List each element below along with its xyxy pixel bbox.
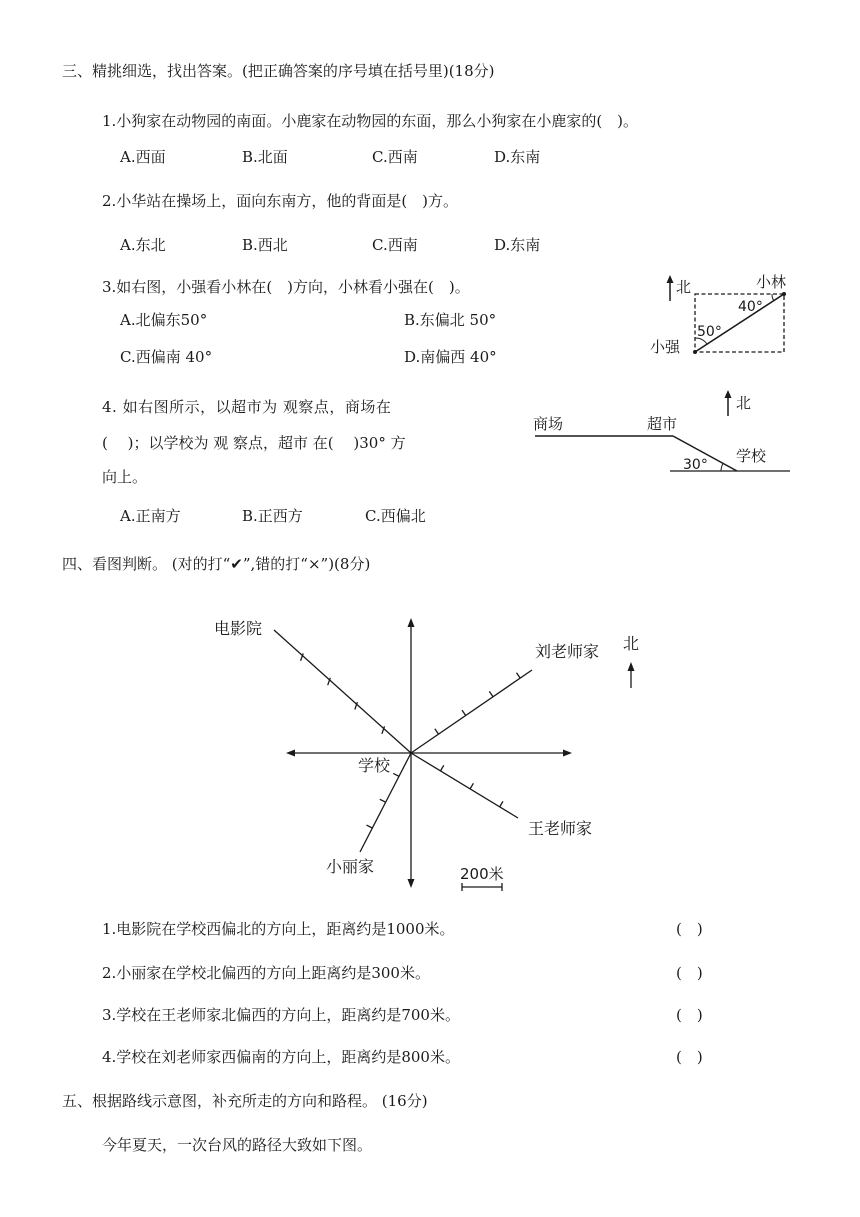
label-cinema: 电影院	[214, 619, 263, 638]
q4-option-c: C.西偏北	[365, 507, 426, 525]
q4-arc-30	[721, 464, 723, 472]
q1-option-c: C.西南	[372, 148, 418, 166]
q4-line1: 4. 如右图所示，以超市为 观察点，商场在	[102, 398, 392, 416]
ray-cinema	[274, 630, 411, 753]
section4-figure	[200, 600, 660, 900]
tick-liu-1	[435, 729, 439, 734]
axis-west-arrow	[286, 750, 295, 757]
q4-angle-30: 30°	[683, 457, 708, 473]
judge-paren-3[interactable]: ( )	[676, 1006, 703, 1024]
q3-option-a: A.北偏东50°	[120, 311, 208, 329]
axis-north-arrow	[408, 618, 415, 627]
tick-liu-2	[462, 710, 466, 715]
label-scale: 200米	[460, 865, 504, 883]
q2-option-b: B.西北	[242, 236, 288, 254]
judge-paren-1[interactable]: ( )	[676, 920, 703, 938]
q3-option-c: C.西偏南 40°	[120, 348, 213, 366]
q3-figure	[640, 265, 800, 365]
label-xiaoli: 小丽家	[326, 857, 375, 876]
q3-xiaoqiang-dot	[693, 350, 697, 354]
tick-liu-3	[489, 691, 493, 696]
label-north: 北	[623, 634, 640, 653]
q2-option-a: A.东北	[120, 236, 166, 254]
q1-option-a: A.西面	[120, 148, 166, 166]
label-school: 学校	[358, 756, 391, 775]
q2-option-c: C.西南	[372, 236, 418, 254]
q1-option-b: B.北面	[242, 148, 288, 166]
q2-text: 2.小华站在操场上，面向东南方，他的背面是( )方。	[102, 192, 459, 210]
ray-wang	[411, 753, 518, 818]
judge-item-4: 4.学校在刘老师家西偏南的方向上，距离约是800米。	[102, 1048, 460, 1066]
section3-title: 三、精挑细选，找出答案。(把正确答案的序号填在括号里)(18分)	[62, 62, 495, 80]
fig4-north-arrowhead	[628, 662, 635, 671]
q3-text: 3.如右图，小强看小林在( )方向，小林看小强在( )。	[102, 278, 470, 296]
tick-wang-3	[500, 801, 503, 807]
tick-wang-1	[440, 765, 443, 771]
q4-line2: ( )；以学校为 观 察点，超市 在( )30° 方	[102, 434, 406, 452]
q3-xiaolin-dot	[782, 292, 786, 296]
q1-text: 1.小狗家在动物园的南面。小鹿家在动物园的东面，那么小狗家在小鹿家的( )。	[102, 112, 639, 130]
q4-north-label: 北	[736, 394, 752, 412]
q3-north-label: 北	[676, 278, 692, 296]
q4-line3: 向上。	[102, 468, 148, 486]
q4-option-b: B.正西方	[242, 507, 303, 525]
q2-option-d: D.东南	[494, 236, 541, 254]
tick-liu-4	[517, 673, 521, 678]
section5-intro: 今年夏天，一次台风的路径大致如下图。	[102, 1136, 373, 1154]
q3-option-b: B.东偏北 50°	[404, 311, 497, 329]
q3-option-d: D.南偏西 40°	[404, 348, 497, 366]
q4-north-arrow	[725, 390, 732, 416]
q1-option-d: D.东南	[494, 148, 541, 166]
q4-figure	[525, 380, 800, 480]
q4-mall-label: 商场	[533, 415, 564, 433]
q3-angle-50: 50°	[697, 324, 722, 340]
section5-title: 五、根据路线示意图，补充所走的方向和路程。 (16分)	[62, 1092, 428, 1110]
label-liu: 刘老师家	[535, 642, 600, 661]
q3-north-arrow	[667, 275, 674, 301]
tick-wang-2	[470, 783, 473, 789]
tick-xiaoli-3	[367, 825, 373, 828]
judge-item-3: 3.学校在王老师家北偏西的方向上，距离约是700米。	[102, 1006, 460, 1024]
q3-xiaoqiang-label: 小强	[650, 338, 681, 356]
tick-xiaoli-1	[393, 773, 399, 776]
axis-east-arrow	[563, 750, 572, 757]
axis-south-arrow	[408, 879, 415, 888]
tick-xiaoli-2	[380, 799, 386, 802]
q3-arc-40	[772, 294, 774, 301]
judge-item-1: 1.电影院在学校西偏北的方向上，距离约是1000米。	[102, 920, 455, 938]
judge-paren-2[interactable]: ( )	[676, 964, 703, 982]
q4-school-label: 学校	[736, 447, 767, 465]
ray-liu	[411, 670, 532, 753]
q4-market-label: 超市	[647, 415, 678, 433]
q4-option-a: A.正南方	[120, 507, 181, 525]
judge-paren-4[interactable]: ( )	[676, 1048, 703, 1066]
q3-angle-40: 40°	[738, 299, 763, 315]
section4-title: 四、看图判断。 (对的打“✔”,错的打“×”)(8分)	[62, 555, 371, 573]
q3-xiaolin-label: 小林	[756, 273, 787, 291]
judge-item-2: 2.小丽家在学校北偏西的方向上距离约是300米。	[102, 964, 430, 982]
label-wang: 王老师家	[528, 819, 593, 838]
